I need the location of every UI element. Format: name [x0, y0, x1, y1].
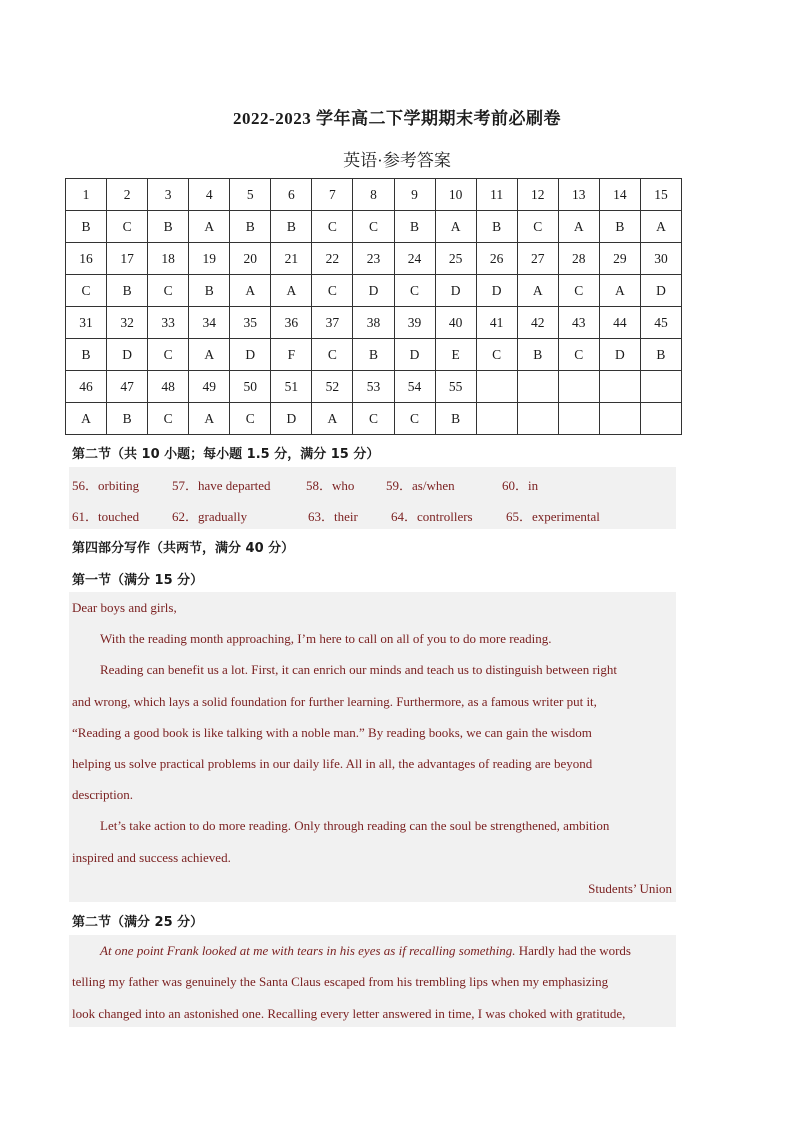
answer-letter-cell: D [435, 275, 476, 307]
answer-letter-cell: C [558, 275, 599, 307]
answer-letter-cell: C [312, 275, 353, 307]
answer-letter-cell: D [107, 339, 148, 371]
question-number-cell: 32 [107, 307, 148, 339]
section2-heading: 第二节（共 10 小题；每小题 1.5 分，满分 15 分） [72, 447, 380, 462]
question-number-cell: 20 [230, 243, 271, 275]
page-subtitle: 英语·参考答案 [343, 151, 451, 170]
answer-letter-cell: C [558, 339, 599, 371]
question-number-cell: 48 [148, 371, 189, 403]
answer-letter-cell: A [558, 211, 599, 243]
answer-letter-row [66, 339, 682, 371]
question-number-cell: 21 [271, 243, 312, 275]
question-number-cell: 45 [640, 307, 681, 339]
answer-letter-cell: D [271, 403, 312, 435]
answer-letter-cell: B [66, 339, 107, 371]
question-number-cell [558, 371, 599, 403]
answer-letter-cell: B [353, 339, 394, 371]
answer-letter-cell: D [353, 275, 394, 307]
essay-line: “Reading a good book is like talking with a noble man.” By reading books, we can gain the wisdom [72, 725, 592, 740]
question-number-cell: 28 [558, 243, 599, 275]
answer-letter-cell: B [640, 339, 681, 371]
question-number-cell: 44 [599, 307, 640, 339]
question-number-row [66, 179, 682, 211]
question-number-cell: 50 [230, 371, 271, 403]
question-number-cell: 46 [66, 371, 107, 403]
question-number-row [66, 243, 682, 275]
answer-letter-cell: C [394, 403, 435, 435]
essay-salutation: Dear boys and girls, [72, 600, 177, 615]
answer-letter-cell: C [312, 339, 353, 371]
question-number-cell: 7 [312, 179, 353, 211]
question-number-cell: 16 [66, 243, 107, 275]
question-number-cell: 55 [435, 371, 476, 403]
answer-letter-cell: A [599, 275, 640, 307]
question-number-row [66, 371, 682, 403]
answer-letter-cell: D [599, 339, 640, 371]
answer-letter-cell: B [435, 403, 476, 435]
answer-letter-cell: B [66, 211, 107, 243]
essay-line: With the reading month approaching, I’m here to call on all of you to do more reading. [100, 631, 552, 646]
writing2-heading: 第二节（满分 25 分） [72, 915, 204, 930]
answer-letter-cell: D [640, 275, 681, 307]
answer-letter-cell: A [640, 211, 681, 243]
answer-letter-cell: A [517, 275, 558, 307]
question-number-cell: 24 [394, 243, 435, 275]
essay-line: inspired and success achieved. [72, 850, 231, 865]
question-number-cell: 51 [271, 371, 312, 403]
answer-letter-cell: C [148, 339, 189, 371]
question-number-cell: 22 [312, 243, 353, 275]
answer-letter-cell: A [189, 211, 230, 243]
answer-59: 59．as/when [386, 478, 455, 493]
answer-letter-cell: D [394, 339, 435, 371]
answer-letter-cell [476, 403, 517, 435]
answer-letter-cell: C [230, 403, 271, 435]
question-number-cell: 1 [66, 179, 107, 211]
question-number-cell: 15 [640, 179, 681, 211]
question-number-cell: 37 [312, 307, 353, 339]
answer-letter-cell: A [435, 211, 476, 243]
answer-64: 64．controllers [391, 509, 473, 524]
question-number-cell: 29 [599, 243, 640, 275]
question-number-cell: 36 [271, 307, 312, 339]
question-number-cell: 31 [66, 307, 107, 339]
answer-letter-cell: F [271, 339, 312, 371]
question-number-cell: 13 [558, 179, 599, 211]
answer-61: 61．touched [72, 509, 140, 524]
answer-letter-cell: C [148, 403, 189, 435]
essay-line: Let’s take action to do more reading. Only through reading can the soul be strengthened, ambition [100, 818, 610, 833]
given-sentence: At one point Frank looked at me with tears in his eyes as if recalling something. [100, 943, 516, 958]
answer-letter-cell: B [476, 211, 517, 243]
question-number-cell: 9 [394, 179, 435, 211]
question-number-cell: 33 [148, 307, 189, 339]
answer-letter-cell: A [66, 403, 107, 435]
answer-letter-cell: C [476, 339, 517, 371]
answer-letter-cell: B [394, 211, 435, 243]
question-number-cell [599, 371, 640, 403]
question-number-cell: 10 [435, 179, 476, 211]
answer-letter-cell: C [107, 211, 148, 243]
question-number-cell: 40 [435, 307, 476, 339]
question-number-cell [476, 371, 517, 403]
answer-letter-cell: C [312, 211, 353, 243]
answer-letter-cell [599, 403, 640, 435]
continuation-line: telling my father was genuinely the Santa Claus escaped from his trembling lips when my emphasizing [72, 974, 609, 989]
question-number-cell: 39 [394, 307, 435, 339]
answer-65: 65．experimental [506, 509, 600, 524]
essay-signature: Students’ Union [588, 881, 672, 896]
answer-letter-cell: B [148, 211, 189, 243]
question-number-cell: 12 [517, 179, 558, 211]
answer-letter-cell [640, 403, 681, 435]
question-number-cell [517, 371, 558, 403]
continuation-line: look changed into an astonished one. Recalling every letter answered in time, I was choked with gratitude, [72, 1006, 626, 1021]
question-number-cell: 43 [558, 307, 599, 339]
answer-letter-cell [558, 403, 599, 435]
question-number-cell: 18 [148, 243, 189, 275]
part4-heading: 第四部分写作（共两节，满分 40 分） [72, 541, 295, 556]
page-title: 2022-2023 学年高二下学期期末考前必刷卷 [233, 109, 561, 128]
answer-letter-cell: A [271, 275, 312, 307]
answer-letter-row [66, 211, 682, 243]
answer-letter-cell [517, 403, 558, 435]
answer-letter-cell: A [189, 339, 230, 371]
answer-58: 58．who [306, 478, 355, 493]
question-number-cell: 2 [107, 179, 148, 211]
question-number-cell: 19 [189, 243, 230, 275]
question-number-row [66, 307, 682, 339]
question-number-cell: 23 [353, 243, 394, 275]
question-number-cell: 41 [476, 307, 517, 339]
answer-letter-cell: B [189, 275, 230, 307]
question-number-cell: 14 [599, 179, 640, 211]
question-number-cell: 38 [353, 307, 394, 339]
question-number-cell: 30 [640, 243, 681, 275]
answer-letter-cell: B [230, 211, 271, 243]
question-number-cell: 42 [517, 307, 558, 339]
question-number-cell: 49 [189, 371, 230, 403]
answer-63: 63．their [308, 509, 358, 524]
answer-56: 56．orbiting [72, 478, 140, 493]
answer-letter-cell: A [230, 275, 271, 307]
question-number-cell: 54 [394, 371, 435, 403]
answer-letter-cell: C [353, 403, 394, 435]
question-number-cell: 47 [107, 371, 148, 403]
answer-letter-cell: D [230, 339, 271, 371]
answer-letter-row [66, 275, 682, 307]
question-number-cell: 11 [476, 179, 517, 211]
answer-60: 60．in [502, 478, 539, 493]
answer-letter-cell: C [394, 275, 435, 307]
essay-line: helping us solve practical problems in our daily life. All in all, the advantages of reading are beyond [72, 756, 593, 771]
essay-line: and wrong, which lays a solid foundation for further learning. Furthermore, as a famous writer put it, [72, 694, 597, 709]
answer-letter-cell: C [517, 211, 558, 243]
answer-letter-cell: C [148, 275, 189, 307]
essay-line: description. [72, 787, 134, 802]
answer-letter-row [66, 403, 682, 435]
question-number-cell: 25 [435, 243, 476, 275]
question-number-cell: 17 [107, 243, 148, 275]
answer-letter-cell: B [107, 403, 148, 435]
question-number-cell: 52 [312, 371, 353, 403]
question-number-cell: 8 [353, 179, 394, 211]
question-number-cell [640, 371, 681, 403]
question-number-cell: 6 [271, 179, 312, 211]
question-number-cell: 34 [189, 307, 230, 339]
answer-57: 57．have departed [172, 478, 271, 493]
answer-letter-cell: B [107, 275, 148, 307]
question-number-cell: 4 [189, 179, 230, 211]
question-number-cell: 3 [148, 179, 189, 211]
question-number-cell: 35 [230, 307, 271, 339]
question-number-cell: 27 [517, 243, 558, 275]
answer-table [65, 178, 682, 435]
answer-letter-cell: A [189, 403, 230, 435]
answer-letter-cell: B [517, 339, 558, 371]
question-number-cell: 26 [476, 243, 517, 275]
continuation-line: At one point Frank looked at me with tears in his eyes as if recalling something. Hardly had the words [100, 943, 631, 958]
answer-letter-cell: A [312, 403, 353, 435]
answer-letter-cell: E [435, 339, 476, 371]
answer-letter-cell: C [66, 275, 107, 307]
answer-62: 62．gradually [172, 509, 248, 524]
essay-line: Reading can benefit us a lot. First, it can enrich our minds and teach us to distinguish between right [100, 662, 617, 677]
answer-letter-cell: B [599, 211, 640, 243]
answer-letter-cell: C [353, 211, 394, 243]
question-number-cell: 5 [230, 179, 271, 211]
answer-letter-cell: D [476, 275, 517, 307]
question-number-cell: 53 [353, 371, 394, 403]
answer-letter-cell: B [271, 211, 312, 243]
writing1-heading: 第一节（满分 15 分） [72, 573, 204, 588]
